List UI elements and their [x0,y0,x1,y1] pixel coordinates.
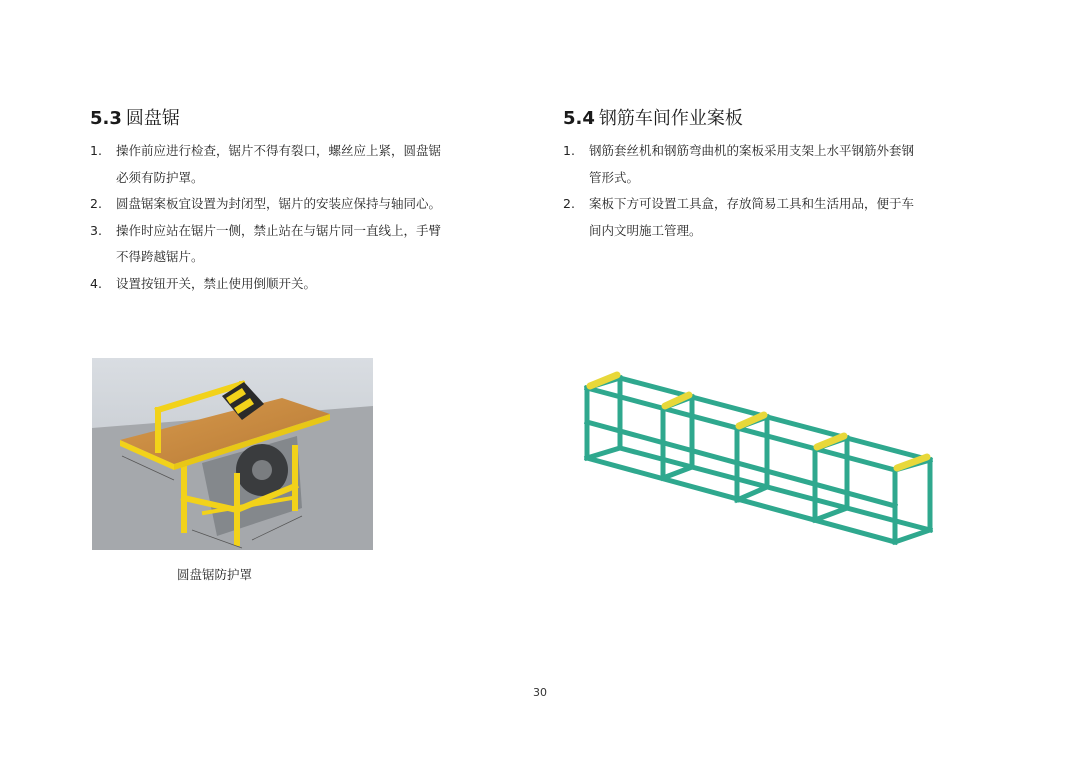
list-item-text: 圆盘锯案板宜设置为封闭型，锯片的安装应保持与轴同心。 [116,196,442,211]
list-item [90,218,444,271]
list-item [90,191,444,218]
list-item-number: 1. [90,143,102,158]
section-title: 钢筋车间作业案板 [598,108,743,129]
list-item-number: 4. [90,275,102,291]
section-title: 圆盘锯 [125,108,180,129]
list-item [563,191,915,244]
list-item-text: 钢筋套丝机和钢筋弯曲机的案板采用支架上水平钢筋外套钢管形式。 [589,143,915,185]
section-number: 5.3 [90,108,122,129]
section-heading-5-3 [90,104,180,130]
list-item-number: 2. [90,196,102,211]
list-item [563,138,915,191]
circular-saw-illustration [92,358,373,550]
list-item-text: 操作前应进行检查，锯片不得有裂口，螺丝应上紧，圆盘锯必须有防护罩。 [116,143,442,185]
page-number: 30 [533,686,547,699]
saw-rules-list [90,138,444,297]
circular-saw-drawing [92,358,373,550]
figure-caption: 圆盘锯防护罩 [176,567,252,582]
list-item-text: 设置按钮开关，禁止使用倒顺开关。 [116,275,317,291]
steel-workbench-illustration [575,360,945,560]
list-item [90,138,444,191]
section-heading-5-4 [563,104,743,130]
list-item [90,271,444,298]
section-number: 5.4 [563,108,595,129]
list-item-number: 2. [563,196,575,211]
steel-workbench-drawing [575,360,945,560]
list-item-text: 案板下方可设置工具盒，存放简易工具和生活用品，便于车间内文明施工管理。 [589,196,915,238]
list-item-number: 3. [90,222,102,238]
list-item-text: 操作时应站在锯片一侧，禁止站在与锯片同一直线上，手臂不得跨越锯片。 [116,222,442,264]
list-item-number: 1. [563,143,575,158]
workbench-rules-list [563,138,915,244]
